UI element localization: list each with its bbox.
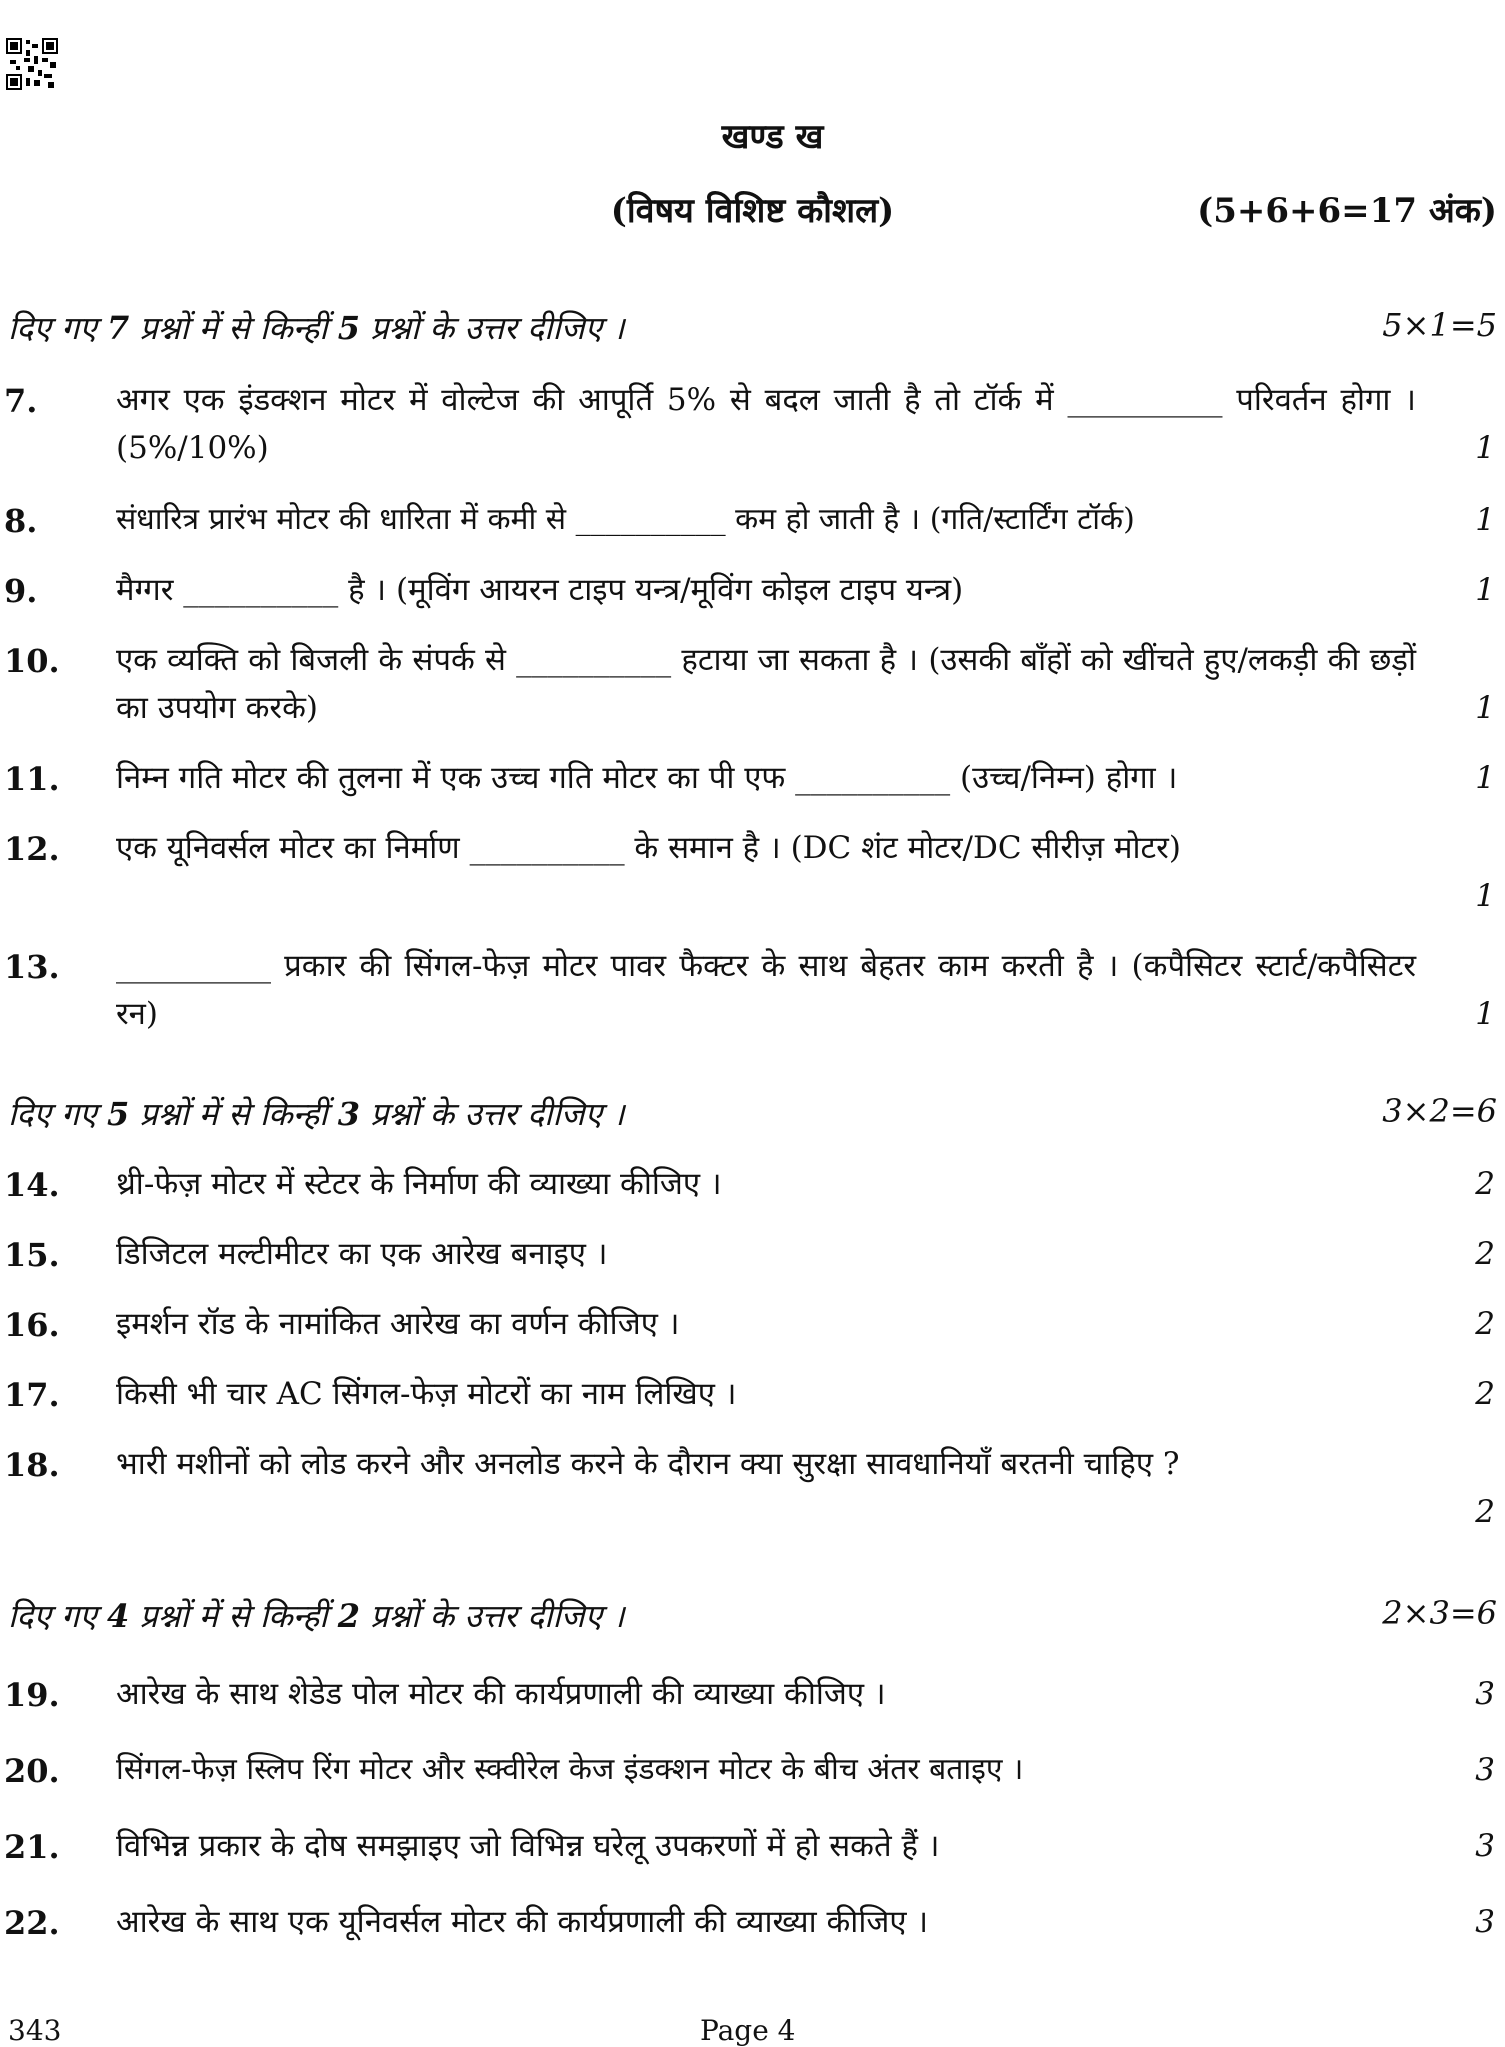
question-marks: 2	[1475, 1166, 1495, 1202]
question-number: 14.	[4, 1166, 60, 1204]
question-text: निम्न गति मोटर की तुलना में एक उच्च गति मोटर का पी एफ __________ (उच्च/निम्न) होगा ।	[116, 760, 1178, 796]
question-marks: 2	[1475, 1306, 1495, 1342]
question-number: 15.	[4, 1236, 60, 1274]
question-marks: 1	[1475, 502, 1495, 538]
question-number: 11.	[4, 760, 60, 798]
question-text: इमर्शन रॉड के नामांकित आरेख का वर्णन कीजिए ।	[116, 1306, 680, 1342]
instruction-text: दिए गए 4 प्रश्नों में से किन्हीं 2 प्रश्नों के उत्तर दीजिए ।	[8, 1597, 625, 1635]
question-marks: 1	[1475, 430, 1495, 466]
question-marks: 3	[1475, 1752, 1495, 1788]
instruction-text: दिए गए 5 प्रश्नों में से किन्हीं 3 प्रश्नों के उत्तर दीजिए ।	[8, 1095, 625, 1133]
question-text: अगर एक इंडक्शन मोटर में वोल्टेज की आपूर्ति 5% से बदल जाती है तो टॉर्क में __________ परिवर्तन होगा । (5%/10%)	[116, 382, 1416, 466]
question-marks: 1	[1475, 878, 1495, 914]
question-text: एक यूनिवर्सल मोटर का निर्माण __________ के समान है । (DC शंट मोटर/DC सीरीज़ मोटर)	[116, 830, 1181, 866]
instruction-row	[8, 1594, 1497, 1640]
question-marks: 3	[1475, 1676, 1495, 1712]
question-text: सिंगल-फेज़ स्लिप रिंग मोटर और स्क्वीरेल केज इंडक्शन मोटर के बीच अंतर बताइए ।	[116, 1752, 1024, 1787]
question-text: मैग्गर __________ है । (मूविंग आयरन टाइप यन्त्र/मूविंग कोइल टाइप यन्त्र)	[116, 572, 964, 608]
question-marks: 2	[1475, 1236, 1495, 1272]
question-marks: 1	[1475, 690, 1495, 726]
question-marks: 1	[1475, 996, 1495, 1032]
question-number: 20.	[4, 1752, 60, 1790]
question-text: किसी भी चार AC सिंगल-फेज़ मोटरों का नाम लिखिए ।	[116, 1376, 737, 1412]
qr-code-icon	[6, 38, 58, 90]
instruction-row	[8, 1092, 1497, 1138]
question-marks: 1	[1475, 572, 1495, 608]
question-number: 18.	[4, 1446, 60, 1484]
question-number: 10.	[4, 642, 60, 680]
question-number: 16.	[4, 1306, 60, 1344]
question-number: 13.	[4, 948, 60, 986]
page-number: Page 4	[700, 2014, 796, 2047]
question-number: 9.	[4, 572, 38, 610]
section-total-marks: (5+6+6=17 अंक)	[1197, 191, 1497, 231]
question-text: एक व्यक्ति को बिजली के संपर्क से __________ हटाया जा सकता है । (उसकी बाँहों को खींचते हुए/लकड़ी की छड़ों का उपयोग करके)	[116, 642, 1416, 726]
question-marks: 2	[1475, 1494, 1495, 1530]
question-text: __________ प्रकार की सिंगल-फेज़ मोटर पावर फैक्टर के साथ बेहतर काम करती है । (कपैसिटर स्टार्ट/कपैसिटर रन)	[116, 948, 1416, 1032]
instruction-marks: 5×1=5	[1382, 306, 1497, 344]
question-number: 7.	[4, 382, 38, 420]
question-number: 12.	[4, 830, 60, 868]
question-text: विभिन्न प्रकार के दोष समझाइए जो विभिन्न घरेलू उपकरणों में हो सकते हैं ।	[116, 1828, 940, 1864]
question-number: 8.	[4, 502, 38, 540]
instruction-row	[8, 306, 1497, 352]
question-marks: 3	[1475, 1904, 1495, 1940]
question-number: 19.	[4, 1676, 60, 1714]
instruction-marks: 3×2=6	[1382, 1092, 1497, 1130]
question-marks: 2	[1475, 1376, 1495, 1412]
question-text: आरेख के साथ एक यूनिवर्सल मोटर की कार्यप्रणाली की व्याख्या कीजिए ।	[116, 1904, 929, 1940]
instruction-text: दिए गए 7 प्रश्नों में से किन्हीं 5 प्रश्नों के उत्तर दीजिए ।	[8, 309, 625, 347]
question-text: डिजिटल मल्टीमीटर का एक आरेख बनाइए ।	[116, 1236, 608, 1272]
instruction-marks: 2×3=6	[1382, 1594, 1497, 1632]
question-marks: 1	[1475, 760, 1495, 796]
question-text: थ्री-फेज़ मोटर में स्टेटर के निर्माण की व्याख्या कीजिए ।	[116, 1166, 722, 1202]
question-number: 17.	[4, 1376, 60, 1414]
question-text: संधारित्र प्रारंभ मोटर की धारिता में कमी से __________ कम हो जाती है । (गति/स्टार्टिंग टॉर्क)	[116, 502, 1135, 537]
question-marks: 3	[1475, 1828, 1495, 1864]
question-text: आरेख के साथ शेडेड पोल मोटर की कार्यप्रणाली की व्याख्या कीजिए ।	[116, 1676, 886, 1712]
question-text: भारी मशीनों को लोड करने और अनलोड करने के दौरान क्या सुरक्षा सावधानियाँ बरतनी चाहिए ?	[116, 1446, 1180, 1482]
section-subtitle: (विषय विशिष्ट कौशल)	[610, 191, 895, 231]
question-number: 22.	[4, 1904, 60, 1942]
paper-code: 343	[8, 2014, 62, 2047]
section-title: खण्ड ख	[721, 117, 824, 157]
question-number: 21.	[4, 1828, 60, 1866]
